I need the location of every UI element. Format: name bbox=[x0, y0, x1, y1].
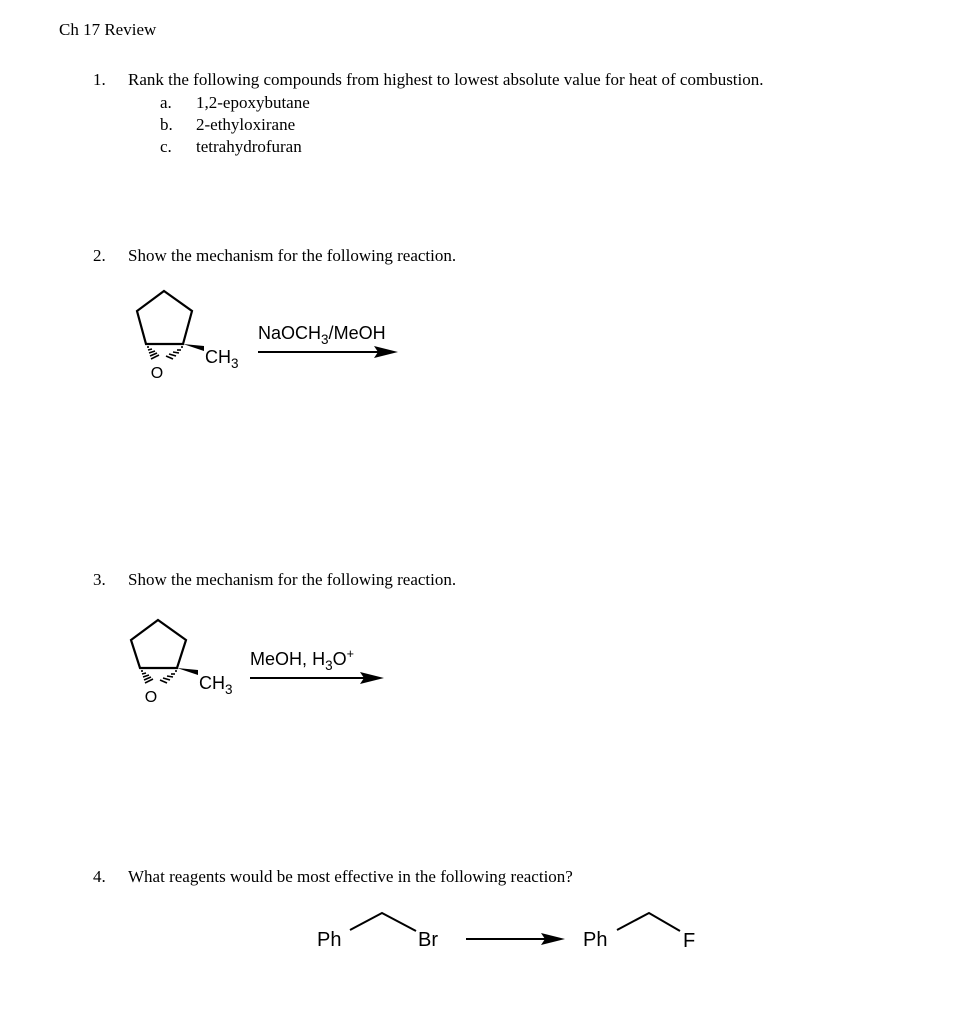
oxygen-atom: O bbox=[150, 365, 164, 382]
option-letter: b. bbox=[160, 115, 173, 134]
option-text: 1,2-epoxybutane bbox=[196, 93, 310, 112]
reagent-label: MeOH, $H_3O^+$ bbox=[250, 647, 354, 673]
page-title: Ch 17 Review bbox=[59, 20, 157, 39]
ethyl-chain-bond bbox=[350, 913, 416, 931]
question-number: 1. bbox=[93, 70, 106, 89]
bromine-atom: Br bbox=[418, 929, 438, 951]
question-number: 2. bbox=[93, 246, 106, 265]
option-text: tetrahydrofuran bbox=[196, 137, 302, 156]
option-letter: c. bbox=[160, 137, 172, 156]
ethyl-chain-bond bbox=[617, 913, 680, 931]
option-text: 2-ethyloxirane bbox=[196, 115, 296, 134]
question-prompt: Show the mechanism for the following reaction. bbox=[128, 246, 457, 265]
question-number: 3. bbox=[93, 570, 106, 589]
phenyl-group: Ph bbox=[583, 929, 608, 951]
phenyl-group: Ph bbox=[317, 929, 342, 951]
reagent-label: NaOCH$_3$/MeOH bbox=[258, 323, 386, 347]
question-prompt: Show the mechanism for the following reaction. bbox=[128, 570, 457, 589]
methyl-group: $CH_3$ bbox=[199, 673, 233, 697]
methyl-group: $CH_3$ bbox=[205, 347, 239, 371]
question-number: 4. bbox=[93, 867, 106, 886]
question-prompt: What reagents would be most effective in the following reaction? bbox=[128, 867, 573, 886]
fluorine-atom: F bbox=[683, 930, 696, 952]
question-prompt: Rank the following compounds from highest to lowest absolute value for heat of combustion. bbox=[128, 70, 764, 89]
option-letter: a. bbox=[160, 93, 172, 112]
oxygen-atom: O bbox=[144, 689, 158, 706]
